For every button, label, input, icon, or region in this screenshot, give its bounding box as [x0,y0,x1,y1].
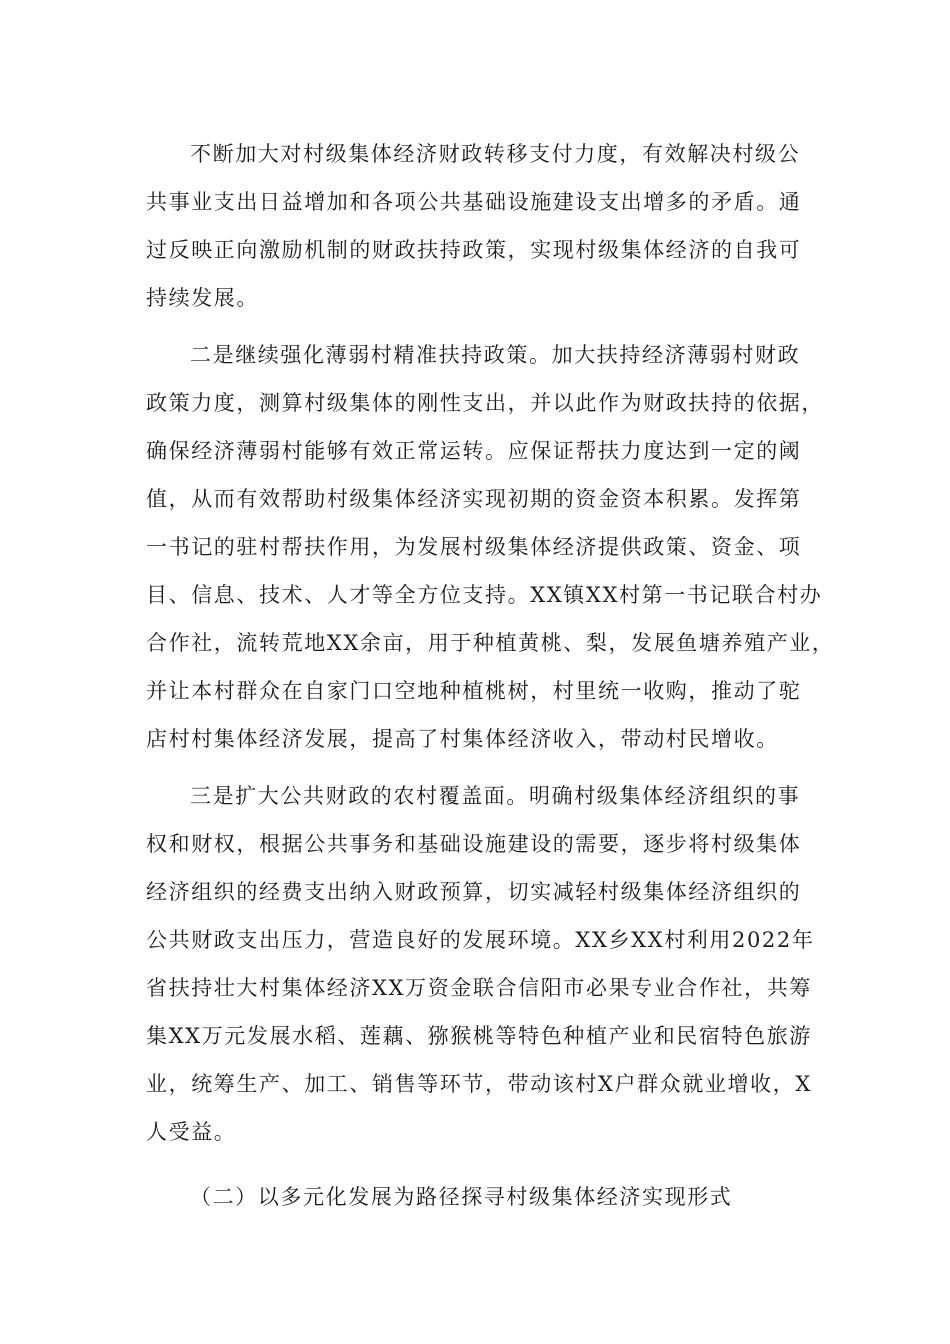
text-line: 公共财政支出压力，营造良好的发展环境。XX乡XX村利用2022年 [146,928,815,952]
text-line: 确保经济薄弱村能够有效正常运转。应保证帮扶力度达到一定的阈 [146,439,802,463]
text-line: 权和财权，根据公共事务和基础设施建设的需要，逐步将村级集体 [146,832,802,856]
text-line: 合作社，流转荒地XX余亩，用于种植黄桃、梨，发展鱼塘养殖产业， [146,631,835,655]
text-line: 省扶持壮大村集体经济XX万资金联合信阳市必果专业合作社，共筹 [146,976,812,1000]
text-line: 目、信息、技术、人才等全方位支持。XX镇XX村第一书记联合村办 [146,583,823,607]
text-line: 业，统筹生产、加工、销售等环节，带动该村X户群众就业增收，X [146,1072,812,1096]
text-line: 持续发展。 [146,286,259,310]
section-heading: （二）以多元化发展为路径探寻村级集体经济实现形式 [190,1185,733,1209]
text-line: 一书记的驻村帮扶作用，为发展村级集体经济提供政策、资金、项 [146,535,802,559]
text-line: 店村村集体经济发展，提高了村集体经济收入，带动村民增收。 [146,727,779,751]
text-line: 人受益。 [146,1120,237,1144]
text-line: 经济组织的经费支出纳入财政预算，切实减轻村级集体经济组织的 [146,880,802,904]
text-line: 政策力度，测算村级集体的刚性支出，并以此作为财政扶持的依据， [146,391,824,415]
text-line: 过反映正向激励机制的财政扶持政策，实现村级集体经济的自我可 [146,238,802,262]
text-line: 集XX万元发展水稻、莲藕、猕猴桃等特色种植产业和民宿特色旅游 [146,1024,812,1048]
text-line: 值，从而有效帮助村级集体经济实现初期的资金资本积累。发挥第 [146,487,802,511]
text-line: 二是继续强化薄弱村精准扶持政策。加大扶持经济薄弱村财政 [190,343,801,367]
text-line: 不断加大对村级集体经济财政转移支付力度，有效解决村级公 [190,142,801,166]
text-line: 共事业支出日益增加和各项公共基础设施建设支出增多的矛盾。通 [146,190,802,214]
text-line: 并让本村群众在自家门口空地种植桃树，村里统一收购，推动了驼 [146,679,802,703]
text-line: 三是扩大公共财政的农村覆盖面。明确村级集体经济组织的事 [190,784,801,808]
